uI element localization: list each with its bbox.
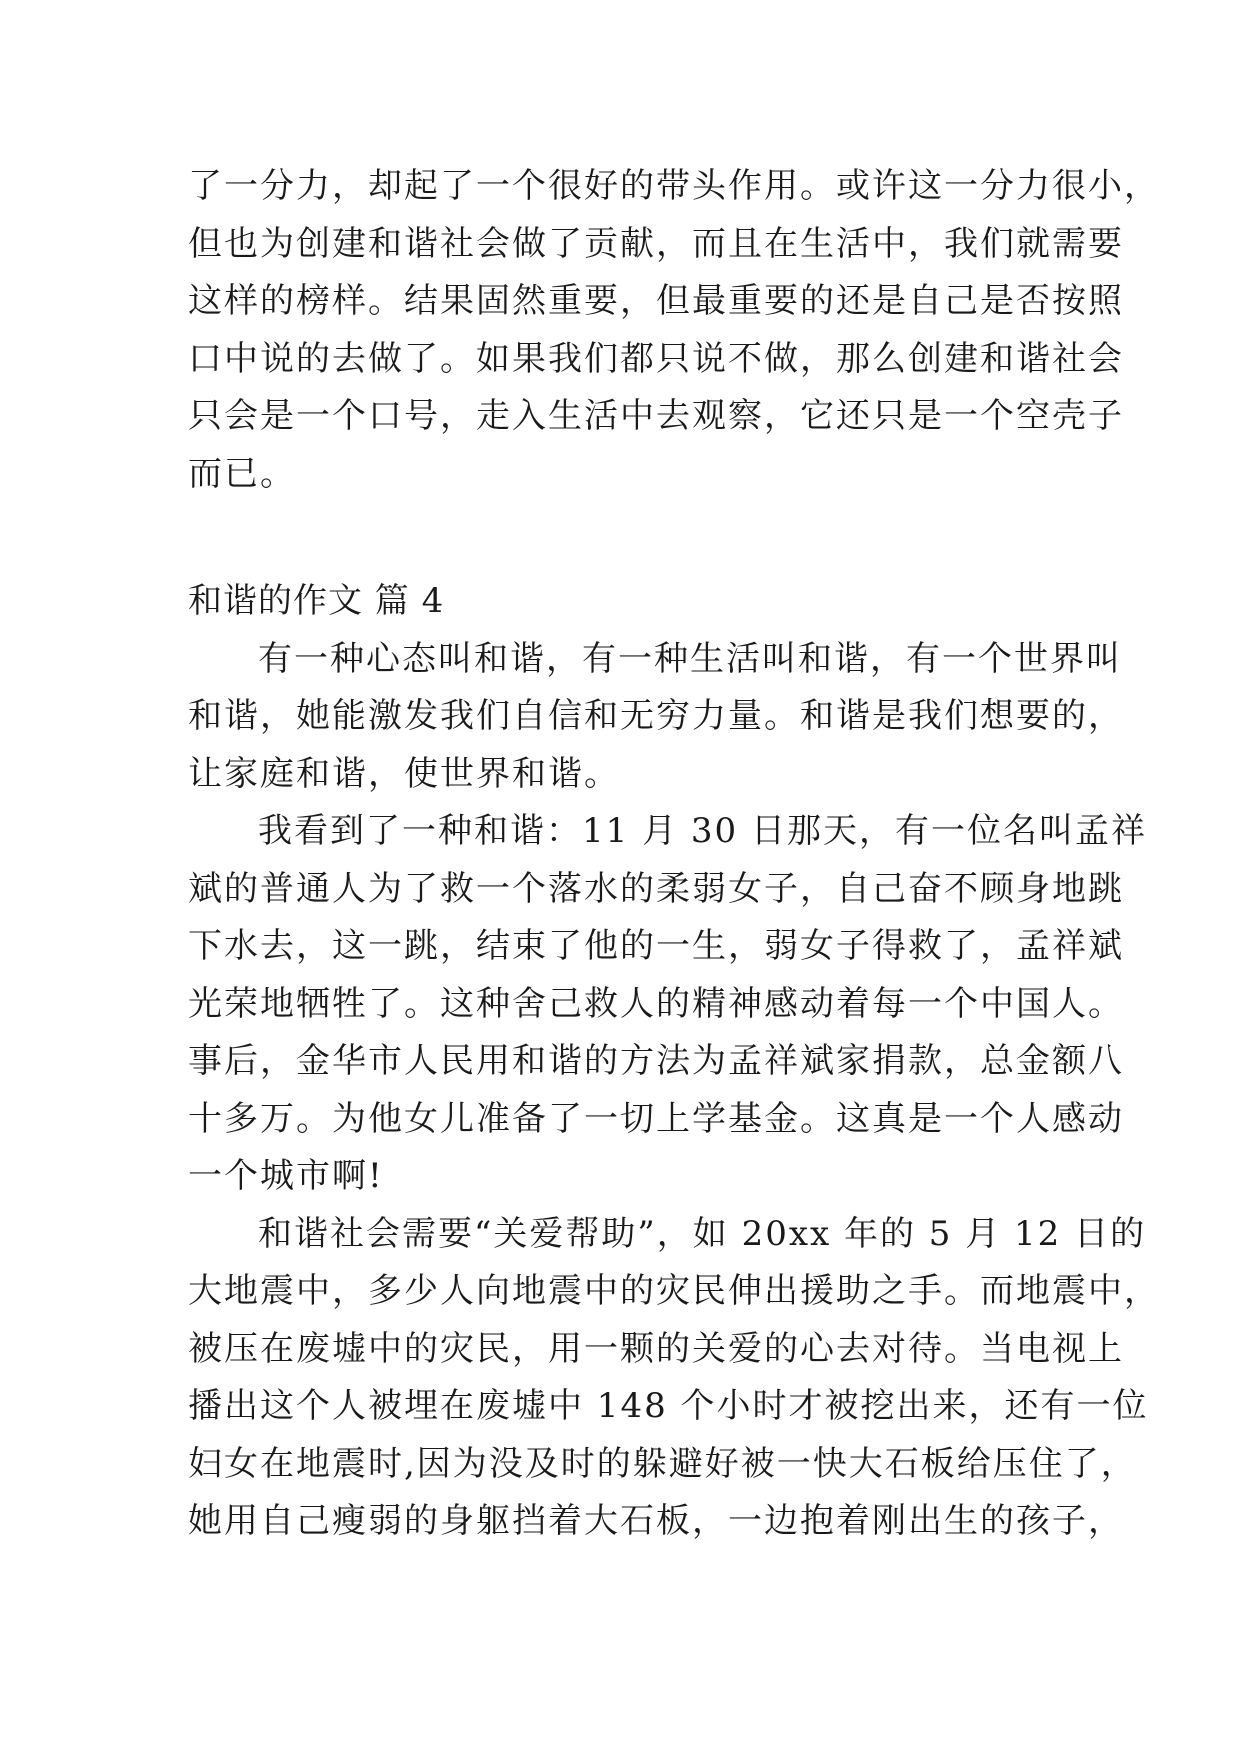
- text-line: 下水去，这一跳，结束了他的一生，弱女子得救了，孟祥斌: [188, 926, 1124, 966]
- document-body: [188, 158, 1160, 1551]
- text-line: 和谐，她能激发我们自信和无穷力量。和谐是我们想要的，: [188, 696, 1124, 736]
- text-line: 了一分力，却起了一个很好的带头作用。或许这一分力很小，: [188, 166, 1160, 206]
- text-line: 被压在废墟中的灾民，用一颗的关爱的心去对待。当电视上: [188, 1328, 1124, 1369]
- paragraph-1: [188, 631, 1124, 804]
- text-line: 这样的榜样。结果固然重要，但最重要的还是自己是否按照: [188, 281, 1124, 321]
- text-line: 但也为创建和谐社会做了贡献，而且在生活中，我们就需要: [188, 223, 1124, 264]
- section-spacer: [188, 503, 1068, 573]
- text-line: 事后，金华市人民用和谐的方法为孟祥斌家捐款，总金额八: [188, 1041, 1124, 1081]
- text-line: 而已。: [188, 453, 296, 494]
- section-heading: 和谐的作文 篇 4: [188, 581, 445, 621]
- text-line: 口中说的去做了。如果我们都只说不做，那么创建和谐社会: [188, 338, 1124, 379]
- paragraph-2: [188, 803, 1147, 1206]
- text-line: 大地震中，多少人向地震中的灾民伸出援助之手。而地震中，: [188, 1271, 1160, 1311]
- text-line: 让家庭和谐，使世界和谐。: [188, 753, 620, 794]
- text-line: 我看到了一种和谐：11 月 30 日那天，有一位名叫孟祥: [258, 811, 1147, 851]
- text-line: 有一种心态叫和谐，有一种生活叫和谐，有一个世界叫: [258, 638, 1122, 679]
- text-line: 斌的普通人为了救一个落水的柔弱女子，自己奋不顾身地跳: [188, 868, 1124, 909]
- text-line: 播出这个人被埋在废墟中 148 个小时才被挖出来，还有一位: [188, 1386, 1149, 1426]
- text-line: 只会是一个口号，走入生活中去观察，它还只是一个空壳子: [188, 396, 1124, 436]
- text-line: 妇女在地震时,因为没及时的躲避好被一快大石板给压住了，: [188, 1443, 1137, 1484]
- paragraph-continued: [188, 158, 1160, 503]
- text-line: 一个城市啊!: [188, 1156, 384, 1196]
- paragraph-3: [188, 1206, 1160, 1551]
- text-line: 她用自己瘦弱的身躯挡着大石板，一边抱着刚出生的孩子，: [188, 1501, 1124, 1541]
- text-line: 十多万。为他女儿准备了一切上学基金。这真是一个人感动: [188, 1098, 1124, 1139]
- text-line: 光荣地牺牲了。这种舍己救人的精神感动着每一个中国人。: [188, 983, 1124, 1024]
- text-line: 和谐社会需要“关爱帮助”，如 20xx 年的 5 月 12 日的: [258, 1213, 1147, 1254]
